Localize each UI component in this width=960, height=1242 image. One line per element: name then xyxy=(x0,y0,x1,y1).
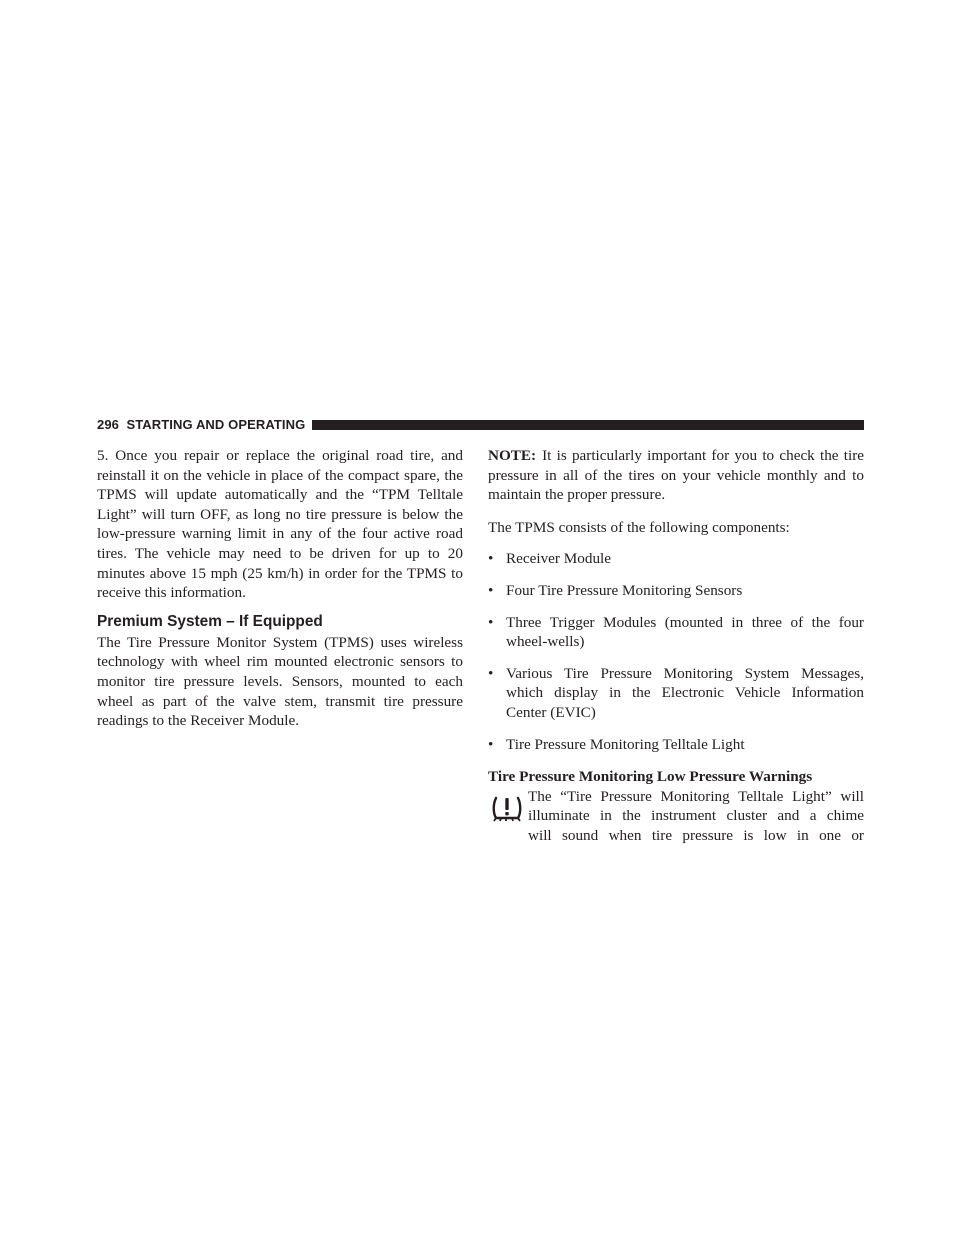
section-title: STARTING AND OPERATING xyxy=(126,417,306,432)
page-number: 296 xyxy=(97,417,119,432)
components-intro: The TPMS consists of the following components: xyxy=(488,518,790,536)
warning-line-3: will sound when tire pressure is low in one or xyxy=(528,826,864,844)
low-pressure-warning-text xyxy=(488,787,864,846)
bullet-icon: • xyxy=(488,735,494,753)
paragraph-reinstall-tire: 5. Once you repair or replace the original road tire, and reinstall it on the vehicle in place of the compact spare, the TPMS will update automatically and the “TPM Telltale Light” will turn OFF, as long no tire pressure is below the low-pressure warning limit in any of the four active road tires. The vehicle may need to be driven for up to 20 minutes above 15 mph (25 km/h) in order for the TPMS to receive this information. xyxy=(97,447,463,602)
left-column xyxy=(97,446,463,731)
bullet-icon: • xyxy=(488,550,494,568)
warning-line-1: The “Tire Pressure Monitoring Telltale Light” will xyxy=(528,787,864,805)
tire-pressure-warning-icon xyxy=(490,790,524,824)
list-item: • Four Tire Pressure Monitoring Sensors xyxy=(488,581,743,599)
note-paragraph xyxy=(488,446,864,505)
page-header-text xyxy=(97,418,312,431)
note-label: NOTE: xyxy=(488,447,537,464)
header-rule xyxy=(312,420,864,430)
bullet-icon: • xyxy=(488,613,494,631)
warning-line-2: illuminate in the instrument cluster and a chime xyxy=(528,807,864,825)
list-item: • Various Tire Pressure Monitoring System Messages, which display in the Electronic Vehicle Information Center (EVIC) xyxy=(488,664,864,721)
low-pressure-warnings-heading: Tire Pressure Monitoring Low Pressure Warnings xyxy=(488,768,813,786)
components-list xyxy=(488,549,864,754)
premium-system-heading: Premium System – If Equipped xyxy=(97,612,323,630)
paragraph-premium-system: The Tire Pressure Monitor System (TPMS) uses wireless technology with wheel rim mounted electronic sensors to monitor tire pressure levels. Sensors, mounted to each wheel as part of the valve stem, transmit tire pressure readings to the Receiver Module. xyxy=(97,633,463,730)
list-item: • Tire Pressure Monitoring Telltale Light xyxy=(488,735,745,753)
bullet-icon: • xyxy=(488,664,494,682)
page-header xyxy=(97,418,864,431)
right-column xyxy=(488,446,864,846)
bullet-icon: • xyxy=(488,581,494,599)
list-item: • Receiver Module xyxy=(488,550,612,568)
note-text: It is particularly important for you to check the tire pressure in all of the tires on your vehicle monthly and to maintain the proper pressure. xyxy=(488,447,864,504)
list-item: • Three Trigger Modules (mounted in three of the four wheel-wells) xyxy=(488,613,864,651)
